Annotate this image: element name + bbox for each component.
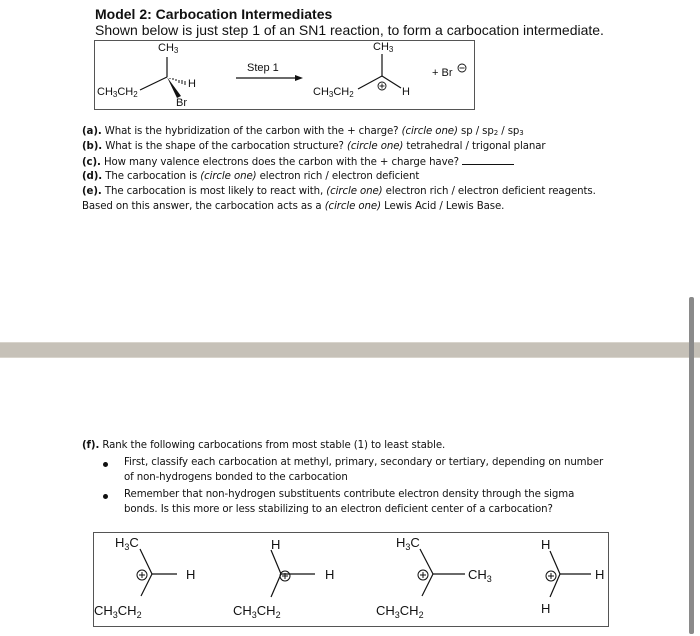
bullet-2-line-1: Remember that non-hydrogen substituents contribute electron density through the sigma bbox=[124, 489, 575, 500]
page-subtitle: Shown below is just step 1 of an SN1 reaction, to form a carbocation intermediate. bbox=[95, 22, 604, 38]
bullet-1-line-2: of non-hydrogens bonded to the carbocation bbox=[124, 472, 348, 483]
product-top-group: $CH_3$ bbox=[373, 41, 394, 54]
struct2-bottom: $CH_3CH_2$ bbox=[233, 603, 281, 620]
struct2-right: H bbox=[325, 567, 335, 582]
question-b: (b). What is the shape of the carbocation structure? (circle one) tetrahedral / trigonal planar bbox=[82, 141, 546, 152]
question-c: (c). How many valence electrons does the carbon with the + charge have? bbox=[82, 156, 514, 168]
reactant-wedge-atom: Br bbox=[176, 97, 187, 109]
question-e-followup: Based on this answer, the carbocation acts as a (circle one) Lewis Acid / Lewis Base. bbox=[82, 201, 505, 212]
struct3-bottom: $CH_3CH_2$ bbox=[376, 603, 424, 620]
struct3-top: $H_3C$ bbox=[396, 535, 420, 552]
question-f: (f). Rank the following carbocations from most stable (1) to least stable. bbox=[82, 440, 446, 451]
struct4-top: H bbox=[541, 537, 551, 552]
arrow-label: Step 1 bbox=[247, 62, 279, 74]
reactant-hash-atom: H bbox=[188, 78, 196, 90]
product-right-atom: H bbox=[402, 86, 410, 98]
struct4-right: H bbox=[595, 567, 605, 582]
product-left-group: $CH_3CH_2$ bbox=[313, 86, 354, 99]
struct2-top: H bbox=[271, 537, 281, 552]
reactant-left-group: $CH_3CH_2$ bbox=[97, 86, 138, 99]
struct1-top: $H_3C$ bbox=[115, 535, 139, 552]
bullet-2-line-2: bonds. Is this more or less stabilizing to an electron deficient center of a carbocation? bbox=[124, 504, 553, 515]
byproduct-bromide: + Br bbox=[432, 67, 453, 79]
struct1-bottom: $CH_3CH_2$ bbox=[94, 603, 142, 620]
struct4-bottom: H bbox=[541, 601, 551, 616]
page-title: Model 2: Carbocation Intermediates bbox=[95, 6, 333, 22]
question-a: (a). What is the hybridization of the carbon with the + charge? (circle one) sp / $sp_2 / sp_3$ bbox=[82, 126, 524, 137]
question-e: (e). The carbocation is most likely to react with, (circle one) electron rich / electron deficient reagents. bbox=[82, 186, 596, 197]
struct3-right: $CH_3$ bbox=[468, 567, 492, 584]
bullet-1-line-1: First, classify each carbocation at methyl, primary, secondary or tertiary, depending on number bbox=[124, 457, 604, 468]
reactant-top-group: $CH_3$ bbox=[158, 42, 179, 55]
struct1-right: H bbox=[186, 567, 196, 582]
question-d: (d). The carbocation is (circle one) electron rich / electron deficient bbox=[82, 171, 420, 182]
